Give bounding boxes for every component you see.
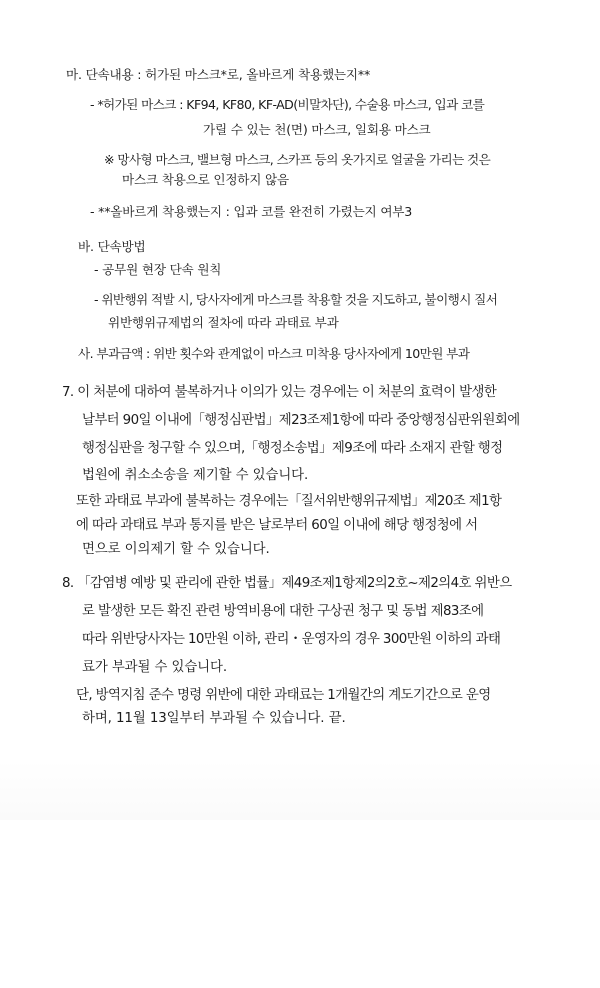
section-ba-heading: 바. 단속방법 [78, 239, 146, 254]
item-8-line-2: 로 발생한 모든 확진 관련 방역비용에 대한 구상권 청구 및 동법 제83조에 [82, 604, 484, 619]
proper-wear-definition: - **올바르게 착용했는지 : 입과 코를 완전히 가렸는지 여부3 [90, 204, 413, 219]
enforcement-method-item-2-line-2: 위반행위규제법의 절차에 따라 과태료 부과 [108, 315, 339, 330]
mask-note-line-1: ※ 망사형 마스크, 밸브형 마스크, 스카프 등의 옷가지로 얼굴을 가리는 것은 [104, 152, 491, 167]
mask-definition-line-1: - *허가된 마스크 : KF94, KF80, KF-AD(비말차단), 수술용 마스크, 입과 코를 [90, 97, 485, 112]
item-8-line-1: 8. 「감염병 예방 및 관리에 관한 법률」제49조제1항제2의2호~제2의4호 위반으 [62, 576, 512, 591]
item-7-line-7: 면으로 이의제기 할 수 있습니다. [82, 542, 270, 557]
enforcement-method-item-1: - 공무원 현장 단속 원칙 [94, 262, 222, 277]
enforcement-method-item-2-line-1: - 위반행위 적발 시, 당사자에게 마스크를 착용할 것을 지도하고, 불이행시 질서 [94, 292, 498, 307]
section-sa-fine-amount: 사. 부과금액 : 위반 횟수와 관계없이 마스크 미착용 당사자에게 10만원 부과 [78, 346, 470, 361]
item-8-line-6: 하며, 11월 13일부터 부과될 수 있습니다. 끝. [82, 711, 346, 726]
item-7-line-2: 날부터 90일 이내에「행정심판법」제23조제1항에 따라 중앙행정심판위원회에 [82, 413, 520, 428]
item-7-line-4: 법원에 취소소송을 제기할 수 있습니다. [82, 468, 309, 483]
mask-definition-line-2: 가릴 수 있는 천(면) 마스크, 일회용 마스크 [203, 122, 431, 137]
item-8-line-5: 단, 방역지침 준수 명령 위반에 대한 과태료는 1개월간의 계도기간으로 운영 [76, 688, 491, 703]
item-7-line-5: 또한 과태료 부과에 불복하는 경우에는「질서위반행위규제법」제20조 제1항 [76, 494, 502, 509]
section-ma-heading: 마. 단속내용 : 허가된 마스크*로, 올바르게 착용했는지** [66, 67, 371, 82]
item-8-line-4: 료가 부과될 수 있습니다. [82, 660, 227, 675]
item-7-line-1: 7. 이 처분에 대하여 불복하거나 이의가 있는 경우에는 이 처분의 효력이 발생한 [62, 385, 497, 400]
item-7-line-6: 에 따라 과태료 부과 통지를 받은 날로부터 60일 이내에 해당 행정청에 서 [76, 518, 478, 533]
page-bottom-margin [0, 760, 600, 820]
item-8-line-3: 따라 위반당사자는 10만원 이하, 관리・운영자의 경우 300만원 이하의 과태 [82, 632, 501, 647]
item-7-line-3: 행정심판을 청구할 수 있으며,「행정소송법」제9조에 따라 소재지 관할 행정 [82, 441, 503, 456]
mask-note-line-2: 마스크 착용으로 인정하지 않음 [122, 172, 289, 187]
